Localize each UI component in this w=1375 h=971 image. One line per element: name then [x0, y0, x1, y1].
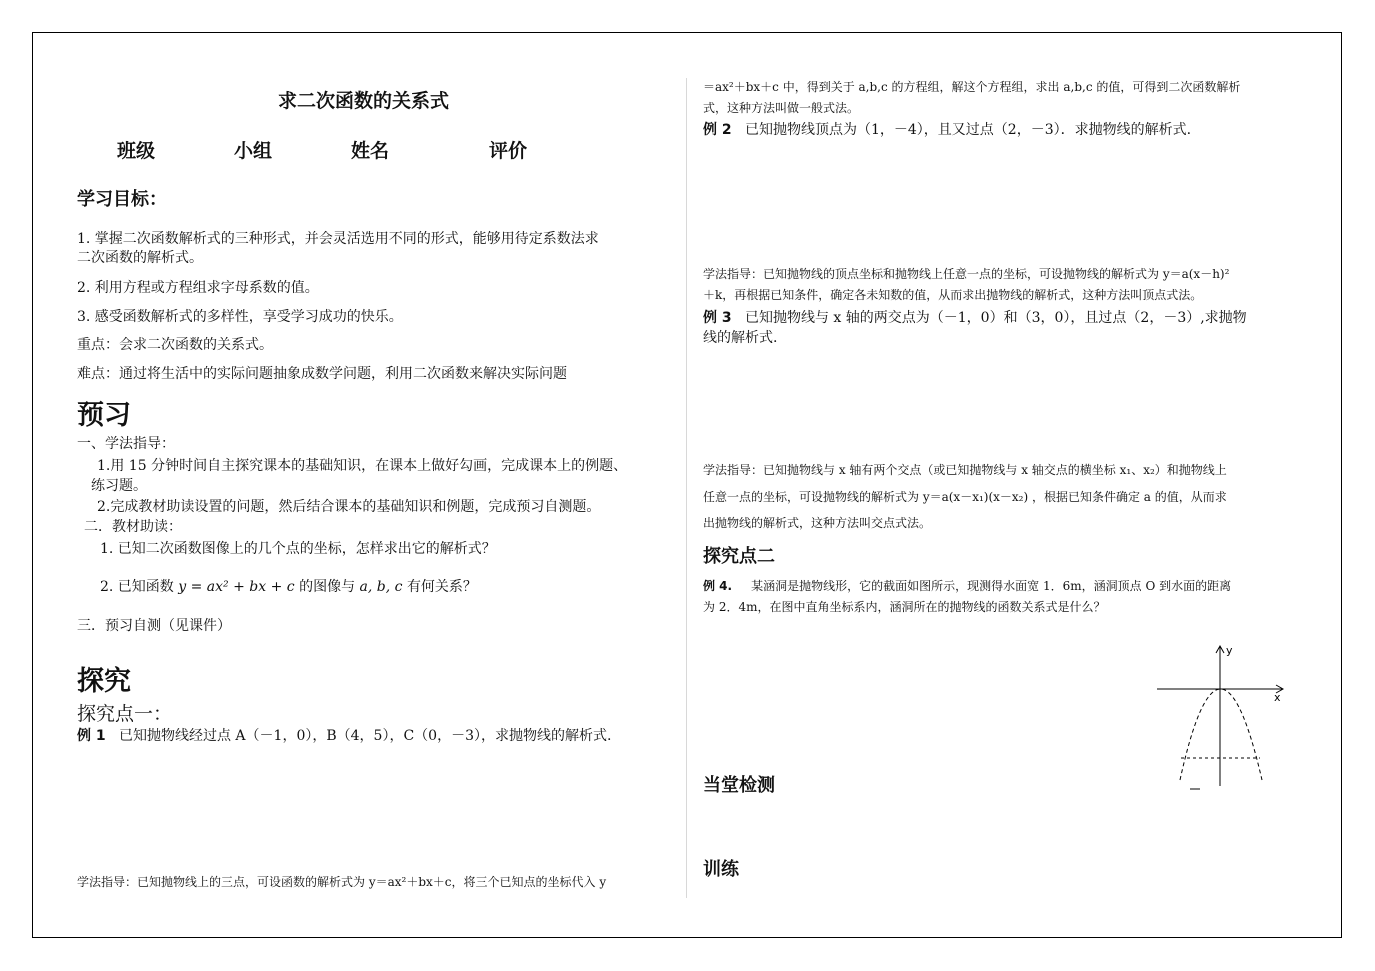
- self-test-title: 三．预习自测（见课件）: [77, 618, 231, 634]
- method-guide-2-line-2: ＋k，再根据已知条件，确定各未知数的值，从而求出抛物线的解析式，这种方法叫顶点式法。: [703, 288, 1203, 302]
- column-divider: [686, 78, 687, 898]
- example-4-line-1: [703, 577, 1231, 594]
- example-3-label: 例 3: [703, 310, 732, 326]
- method-guide-3-line-3: 出抛物线的解析式，这种方法叫交点式法。: [703, 516, 932, 530]
- question-2-vars: a, b, c: [359, 579, 403, 595]
- preview-heading: 预习: [77, 400, 131, 431]
- goal-3: 3. 感受函数解析式的多样性，享受学习成功的快乐。: [77, 309, 403, 325]
- goals-heading: 学习目标：: [77, 189, 167, 210]
- example-2-label: 例 2: [703, 122, 732, 138]
- example-1-text: 已知抛物线经过点 A（－1，0），B（4，5），C（0，－3），求抛物线的解析式.: [118, 728, 612, 744]
- question-2-suffix: 有何关系？: [406, 579, 477, 595]
- explore-point-2: 探究点二: [703, 546, 775, 567]
- preview-guide-item-2: 2.完成教材助读设置的问题，然后结合课本的基础知识和例题，完成预习自测题。: [97, 499, 601, 515]
- name-label: 姓名: [351, 140, 390, 162]
- eval-label: 评价: [489, 140, 528, 162]
- example-3-line-1: [703, 307, 1247, 327]
- question-2-prefix: 2. 已知函数: [100, 579, 174, 595]
- goal-1-line-1: 1. 掌握二次函数解析式的三种形式，并会灵活选用不同的形式，能够用待定系数法求: [77, 231, 599, 247]
- method-guide-2-line-1: 学法指导：已知抛物线的顶点坐标和抛物线上任意一点的坐标，可设抛物线的解析式为 y＝a(x－h)²: [703, 267, 1230, 281]
- question-2-mid: 的图像与: [299, 579, 356, 595]
- method-guide-3-line-2: 任意一点的坐标，可设抛物线的解析式为 y＝a(x－x₁)(x－x₂) ，根据已知条件确定 a 的值，从而求: [703, 490, 1227, 504]
- preview-guide-item-1-line-2: 练习题。: [91, 478, 147, 494]
- goal-1-line-2: 二次函数的解析式。: [77, 250, 203, 266]
- training-heading: 训练: [703, 859, 739, 880]
- example-4-line-2: 为 2．4m，在图中直角坐标系内，涵洞所在的抛物线的函数关系式是什么？: [703, 600, 1106, 614]
- document-title: 求二次函数的关系式: [278, 90, 450, 112]
- preview-guide-title: 一、学法指导：: [77, 436, 175, 452]
- explore-heading: 探究: [77, 666, 131, 697]
- y-axis-label: y: [1226, 644, 1233, 657]
- class-check-heading: 当堂检测: [703, 775, 775, 796]
- class-label: 班级: [117, 140, 156, 162]
- example-2: [703, 119, 1191, 139]
- example-4-label: 例 4.: [703, 579, 733, 593]
- culvert-parabola: [1180, 689, 1262, 780]
- reading-question-1: 1. 已知二次函数图像上的几个点的坐标，怎样求出它的解析式？: [100, 541, 496, 557]
- method-guide-3-line-1: 学法指导：已知抛物线与 x 轴有两个交点（或已知抛物线与 x 轴交点的横坐标 x₁、x₂）和抛物线上: [703, 463, 1227, 477]
- difficulty: 难点：通过将生活中的实际问题抽象成数学问题，利用二次函数来解决实际问题: [77, 366, 567, 382]
- example-1-label: 例 1: [77, 728, 106, 744]
- example-2-text: 已知抛物线顶点为（1，－4），且又过点（2，－3）．求抛物线的解析式.: [744, 122, 1192, 138]
- method-guide-1-start: 学法指导：已知抛物线上的三点，可设函数的解析式为 y＝ax²＋bx＋c，将三个已知点的坐标代入 y: [77, 875, 607, 889]
- method-guide-1-cont-line-1: ＝ax²＋bx＋c 中，得到关于 a,b,c 的方程组，解这个方程组，求出 a,b,c 的值，可得到二次函数解析: [703, 80, 1241, 94]
- example-4-text-line-1: 某涵洞是抛物线形，它的截面如图所示，现测得水面宽 1．6m，涵洞顶点 O 到水面的距离: [751, 579, 1232, 593]
- method-guide-1-cont-line-2: 式，这种方法叫做一般式法。: [703, 101, 860, 115]
- textbook-reading-title: 二．教材助读：: [84, 519, 182, 535]
- example-3-line-2: 线的解析式.: [703, 330, 778, 346]
- example-1: [77, 725, 611, 745]
- key-point: 重点：会求二次函数的关系式。: [77, 337, 273, 353]
- page-border: [32, 32, 1342, 938]
- goal-2: 2. 利用方程或方程组求字母系数的值。: [77, 280, 319, 296]
- group-label: 小组: [234, 140, 273, 162]
- culvert-parabola-figure: [1150, 640, 1290, 795]
- preview-guide-item-1-line-1: 1.用 15 分钟时间自主探究课本的基础知识，在课本上做好勾画，完成课本上的例题、: [97, 458, 628, 474]
- explore-point-1: 探究点一：: [77, 703, 173, 725]
- x-axis-label: x: [1274, 691, 1281, 704]
- reading-question-2: [100, 576, 477, 596]
- question-2-formula: y = ax² + bx + c: [178, 579, 295, 595]
- example-3-text-line-1: 已知抛物线与 x 轴的两交点为（－1，0）和（3，0），且过点（2，－3）,求抛物: [744, 310, 1247, 326]
